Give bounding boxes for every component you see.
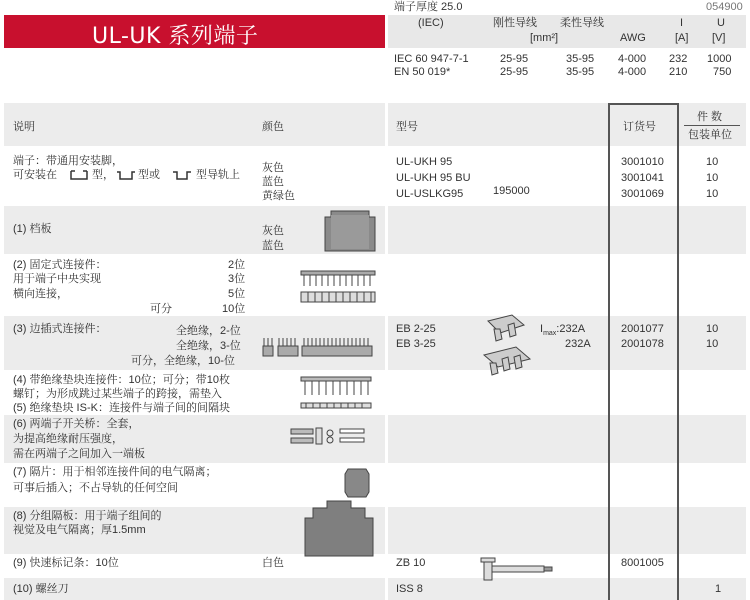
plug-bridge-pcs-1: 10 bbox=[706, 323, 719, 335]
fixed-bridge-desc-2: 用于端子中央实现 bbox=[13, 273, 101, 285]
plug-bridge-image bbox=[262, 332, 374, 360]
terminal-order-3: 3001069 bbox=[621, 188, 664, 200]
plug-bridge-imax-2: 232A bbox=[565, 338, 591, 350]
plug-bridge-desc: (3) 边插式连接件： bbox=[13, 323, 107, 335]
std1-current: 232 bbox=[669, 53, 688, 65]
row-partition-bg-right bbox=[388, 507, 746, 554]
std2-awg: 4-000 bbox=[618, 66, 647, 78]
terminal-pcs-2: 10 bbox=[706, 172, 719, 184]
insulated-bridge-desc-3: (5) 绝缘垫块 IS-K：连接件与端子间的间隔块 bbox=[13, 402, 230, 414]
separator-image bbox=[344, 468, 370, 498]
terminal-color-yellowgreen: 黄绿色 bbox=[262, 190, 295, 202]
catalog-code: 054900 bbox=[706, 1, 743, 13]
terminal-desc-2d: 型导轨上 bbox=[196, 169, 240, 181]
current-unit: [A] bbox=[675, 32, 689, 44]
screwdriver-image bbox=[480, 556, 554, 582]
endplate-image bbox=[323, 209, 377, 253]
separator-desc-1: (7) 隔片：用于相邻连接件间的电气隔离； bbox=[13, 466, 217, 478]
fixed-bridge-desc-1: (2) 固定式连接件： bbox=[13, 259, 107, 271]
terminal-pcs-1: 10 bbox=[706, 156, 719, 168]
fixed-bridge-pos-10: 10位 bbox=[222, 303, 246, 315]
header-color: 颜色 bbox=[262, 121, 284, 133]
std1-awg: 4-000 bbox=[618, 53, 647, 65]
plug-bridge-type-2: EB 3-25 bbox=[396, 338, 436, 350]
fixed-bridge-desc-4: 可分 bbox=[150, 303, 172, 315]
page-title: UL-UK 系列端子 bbox=[92, 24, 259, 49]
table-header-left bbox=[4, 103, 385, 146]
terminal-desc-1: 端子：带通用安装脚， bbox=[13, 155, 123, 167]
header-divider bbox=[684, 125, 740, 126]
awg-label: AWG bbox=[620, 32, 646, 44]
mm2-unit: [mm²] bbox=[530, 32, 559, 44]
header-order: 订货号 bbox=[623, 121, 656, 133]
fixed-bridge-image bbox=[300, 270, 376, 306]
marker-order: 8001005 bbox=[621, 557, 664, 569]
terminal-order-1: 3001010 bbox=[621, 156, 664, 168]
title-banner bbox=[4, 15, 385, 48]
rail-profile-1-icon bbox=[69, 169, 89, 181]
terminal-desc-2a: 可安装在 bbox=[13, 169, 57, 181]
header-pcs: 件 数 bbox=[697, 111, 723, 123]
marker-type: ZB 10 bbox=[396, 557, 426, 569]
header-unit: 包装单位 bbox=[688, 129, 732, 141]
std2-flex: 35-95 bbox=[566, 66, 595, 78]
terminal-type-3: UL-USLKG95 bbox=[396, 188, 464, 200]
flexible-label: 柔性导线 bbox=[560, 17, 604, 29]
endplate-color-gray: 灰色 bbox=[262, 225, 284, 237]
partition-desc-1: (8) 分组隔板：用于端子组间的 bbox=[13, 510, 162, 522]
screwdriver-type: ISS 8 bbox=[396, 583, 423, 595]
std2-current: 210 bbox=[669, 66, 688, 78]
rigid-label: 刚性导线 bbox=[493, 17, 537, 29]
order-col-right-line bbox=[677, 103, 679, 600]
order-col-left-line bbox=[608, 103, 610, 600]
rail-profile-3-icon bbox=[172, 169, 192, 181]
order-col-top-line bbox=[608, 103, 679, 105]
plug-bridge-opt-1: 全绝缘，2-位 bbox=[176, 325, 241, 337]
std1-rigid: 25-95 bbox=[500, 53, 529, 65]
fixed-bridge-pos-2: 2位 bbox=[228, 259, 246, 271]
terminal-desc-2b: 型， bbox=[92, 169, 114, 181]
plug-bridge-product-image bbox=[478, 311, 536, 377]
terminal-order-2: 3001041 bbox=[621, 172, 664, 184]
plug-bridge-opt-3: 可分，全绝缘，10-位 bbox=[131, 355, 235, 367]
fixed-bridge-pos-5: 5位 bbox=[228, 288, 246, 300]
partition-image bbox=[303, 500, 375, 558]
row-endplate-bg-right bbox=[388, 206, 746, 254]
insulated-bridge-image bbox=[300, 375, 374, 411]
terminal-extra-code: 195000 bbox=[493, 185, 530, 197]
marker-color: 白色 bbox=[262, 557, 284, 569]
std2-rigid: 25-95 bbox=[500, 66, 529, 78]
fixed-bridge-pos-3: 3位 bbox=[228, 273, 246, 285]
plug-bridge-imax: $I_{max}:232A$ bbox=[540, 323, 586, 338]
terminal-type-1: UL-UKH 95 bbox=[396, 156, 453, 168]
plug-bridge-order-1: 2001077 bbox=[621, 323, 664, 335]
terminal-type-2: UL-UKH 95 BU bbox=[396, 172, 471, 184]
switch-desc-3: 需在两端子之间加入一端板 bbox=[13, 448, 145, 460]
endplate-desc: (1) 档板 bbox=[13, 223, 52, 235]
switch-desc-2: 为提高绝缘耐压强度， bbox=[13, 433, 123, 445]
terminal-desc-2c: 型或 bbox=[138, 169, 160, 181]
plug-bridge-order-2: 2001078 bbox=[621, 338, 664, 350]
plug-bridge-opt-2: 全绝缘，3-位 bbox=[176, 340, 241, 352]
rail-profile-2-icon bbox=[116, 169, 136, 181]
endplate-color-blue: 蓝色 bbox=[262, 240, 284, 252]
fixed-bridge-desc-3: 横向连接， bbox=[13, 288, 68, 300]
terminal-pcs-3: 10 bbox=[706, 188, 719, 200]
voltage-label: U bbox=[717, 17, 725, 29]
current-label: I bbox=[680, 17, 684, 29]
std2-name: EN 50 019* bbox=[394, 66, 451, 78]
terminal-color-blue: 蓝色 bbox=[262, 176, 284, 188]
header-desc: 说明 bbox=[13, 121, 35, 133]
row-switch-bg-right bbox=[388, 415, 746, 463]
row-screwdriver-bg-right bbox=[388, 578, 746, 600]
insulated-bridge-desc-1: (4) 带绝缘垫块连接件：10位；可分；带10枚 bbox=[13, 374, 230, 386]
plug-bridge-pcs-2: 10 bbox=[706, 338, 719, 350]
separator-desc-2: 可事后插入；不占导轨的任何空间 bbox=[13, 482, 178, 494]
marker-desc: (9) 快速标记条：10位 bbox=[13, 557, 119, 569]
std2-voltage: 750 bbox=[713, 66, 732, 78]
voltage-unit: [V] bbox=[712, 32, 726, 44]
plug-bridge-type-1: EB 2-25 bbox=[396, 323, 436, 335]
thickness-label: 端子厚度 25.0 bbox=[394, 1, 463, 13]
insulated-bridge-desc-2: 螺钉；为形成跳过某些端子的跨接，需垫入 bbox=[13, 388, 222, 400]
screwdriver-desc: (10) 螺丝刀 bbox=[13, 583, 69, 595]
switch-bridge-image bbox=[290, 426, 374, 446]
header-type: 型号 bbox=[396, 121, 418, 133]
std1-flex: 35-95 bbox=[566, 53, 595, 65]
partition-desc-2: 视觉及电气隔离；厚1.5mm bbox=[13, 524, 146, 536]
iec-label: (IEC) bbox=[418, 17, 444, 29]
std1-voltage: 1000 bbox=[707, 53, 732, 65]
switch-desc-1: (6) 两端子开关桥：全套， bbox=[13, 418, 140, 430]
terminal-color-gray: 灰色 bbox=[262, 162, 284, 174]
std1-name: IEC 60 947-7-1 bbox=[394, 53, 469, 65]
screwdriver-pcs: 1 bbox=[715, 583, 722, 595]
